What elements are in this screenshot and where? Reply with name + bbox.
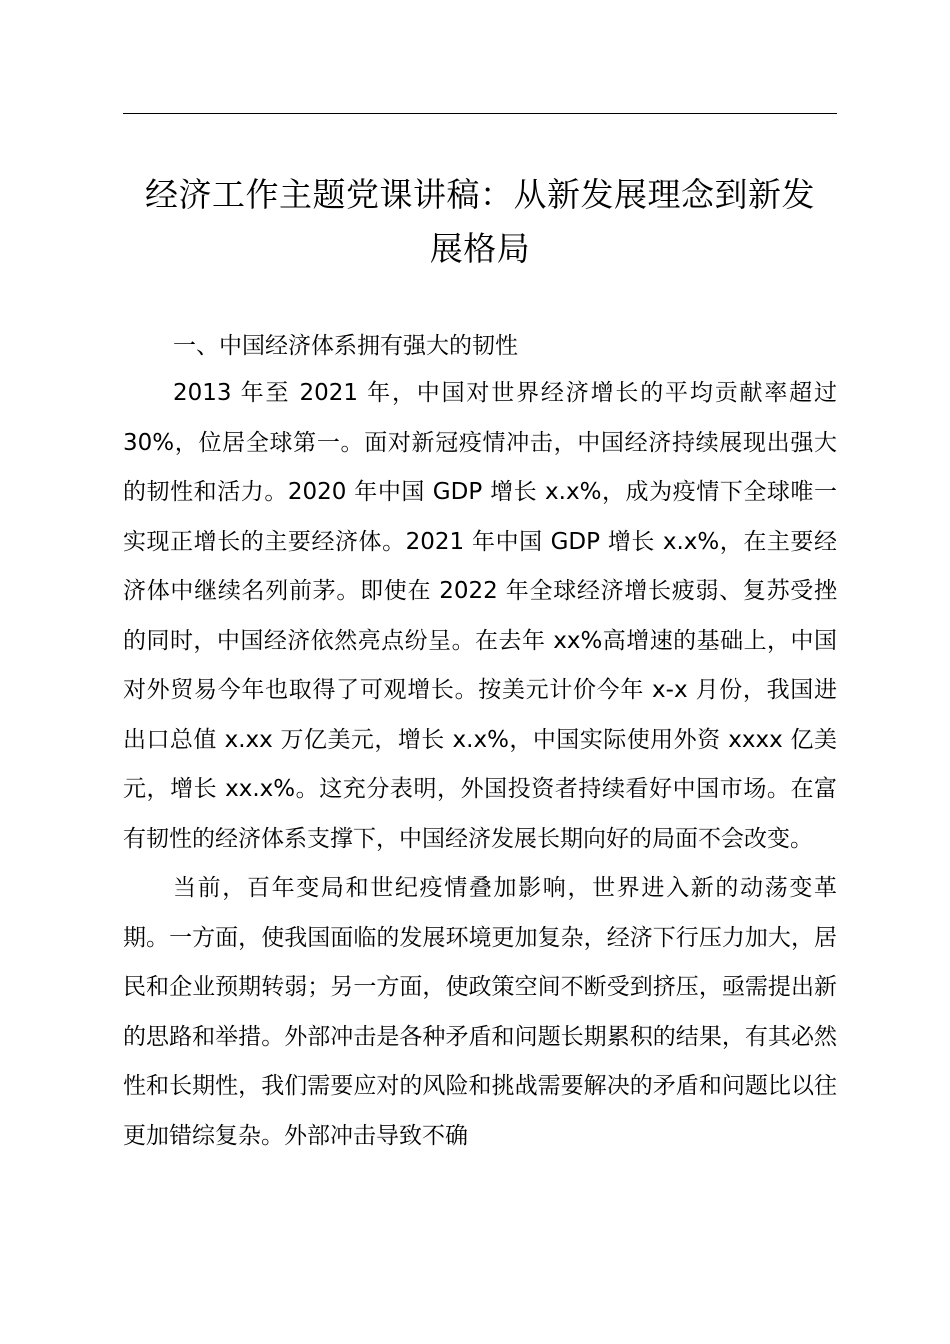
document-title bbox=[123, 168, 837, 276]
body-paragraph-2: 当前，百年变局和世纪疫情叠加影响，世界进入新的动荡变革期。一方面，使我国面临的发展环境更加复杂，经济下行压力加大，居民和企业预期转弱；另一方面，使政策空间不断受到挤压，亟需提出新的思路和举措。外部冲击是各种矛盾和问题长期累积的结果，有其必然性和长期性，我们需要应对的风险和挑战需要解决的矛盾和问题比以往更加错综复杂。外部冲击导致不确 bbox=[123, 875, 837, 1149]
section-heading: 一、中国经济体系拥有强大的韧性 bbox=[173, 333, 518, 359]
document-title-line-2: 展格局 bbox=[429, 229, 531, 268]
body-paragraph-1: 2013 年至 2021 年，中国对世界经济增长的平均贡献率超过 30%，位居全球第一。面对新冠疫情冲击，中国经济持续展现出强大的韧性和活力。2020 年中国 GDP 增长 x.x%，成为疫情下全球唯一实现正增长的主要经济体。2021 年中国 GDP 增长 x.x%，在主要经济体中继续名列前茅。即使在 2022 年全球经济增长疲弱、复苏受挫的同时，中国经济依然亮点纷呈。在去年 xx%高增速的基础上，中国对外贸易今年也取得了可观增长。按美元计价今年 x-x 月份，我国进出口总值 x.xx 万亿美元，增长 x.x%，中国实际使用外资 xxxx 亿美元，增长 xx.x%。这充分表明，外国投资者持续看好中国市场。在富有韧性的经济体系支撑下，中国经济发展长期向好的局面不会改变。 bbox=[123, 380, 837, 852]
header-rule bbox=[123, 113, 837, 114]
document-title-line-1: 经济工作主题党课讲稿：从新发展理念到新发 bbox=[145, 175, 815, 214]
document-body bbox=[123, 323, 837, 1161]
